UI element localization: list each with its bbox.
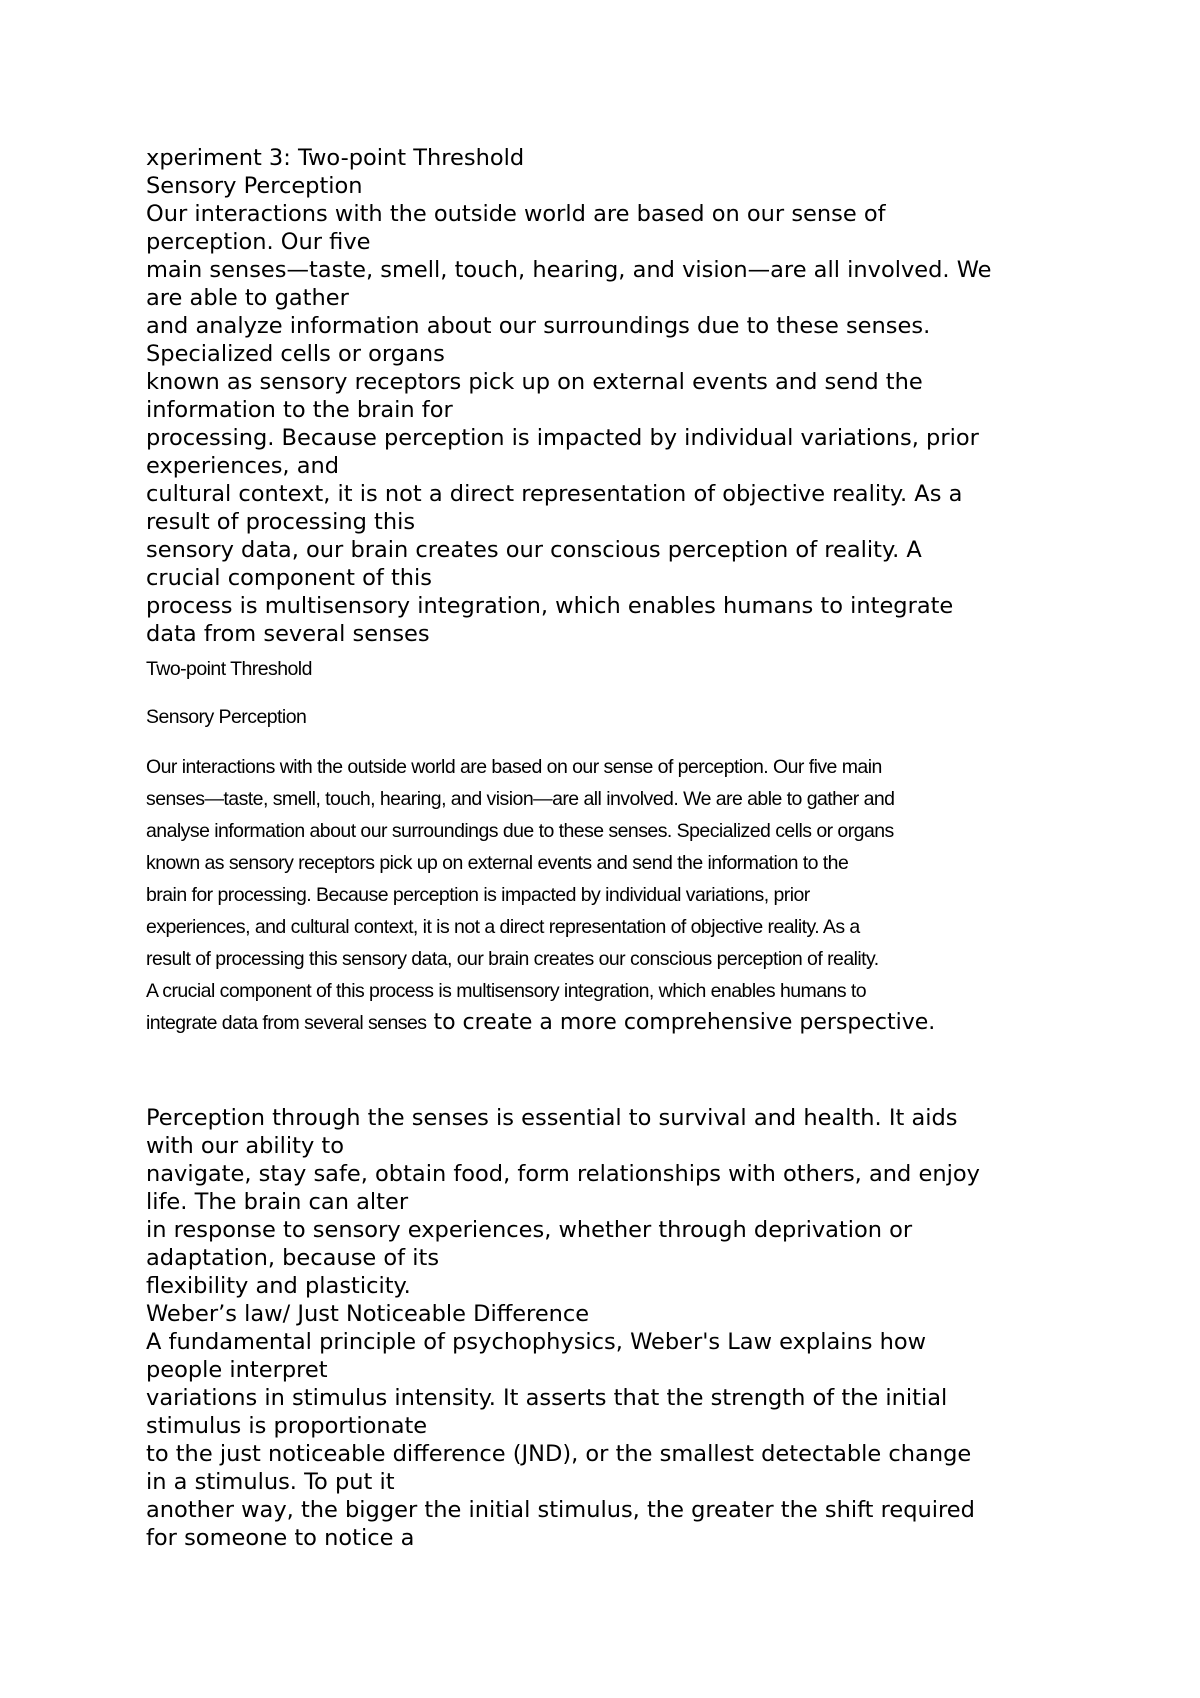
text-line: A crucial component of this process is multisensory integration, which enables humans to <box>146 980 867 1002</box>
text-line: flexibility and plasticity. <box>146 1273 411 1299</box>
text-line-tail: to create a more comprehensive perspective. <box>426 1010 936 1035</box>
text-line: people interpret <box>146 1357 328 1383</box>
text-line: experiences, and cultural context, it is not a direct representation of objective reality. As a <box>146 916 860 938</box>
text-line: Our interactions with the outside world are based on our sense of perception. Our five main <box>146 756 882 778</box>
section-heading: Sensory Perception <box>146 706 307 728</box>
text-line: analyse information about our surroundings due to these senses. Specialized cells or organs <box>146 820 894 842</box>
text-line: with our ability to <box>146 1133 345 1159</box>
text-line: data from several senses <box>146 621 430 647</box>
text-line: result of processing this <box>146 509 416 535</box>
text-line: cultural context, it is not a direct representation of objective reality. As a <box>146 481 963 507</box>
text-line: in response to sensory experiences, whether through deprivation or <box>146 1217 913 1243</box>
text-line: A fundamental principle of psychophysics, Weber's Law explains how <box>146 1329 927 1355</box>
text-line: main senses—taste, smell, touch, hearing, and vision—are all involved. We <box>146 257 992 283</box>
text-line: variations in stimulus intensity. It asserts that the strength of the initial <box>146 1385 948 1411</box>
text-line: another way, the bigger the initial stimulus, the greater the shift required <box>146 1497 975 1523</box>
text-line: information to the brain for <box>146 397 453 423</box>
text-line <box>146 1010 935 1036</box>
text-line: in a stimulus. To put it <box>146 1469 395 1495</box>
section-heading: Weber’s law/ Just Noticeable Difference <box>146 1301 590 1327</box>
text-line-head: integrate data from several senses <box>146 1012 427 1034</box>
text-line: processing. Because perception is impacted by individual variations, prior <box>146 425 979 451</box>
section-heading: Sensory Perception <box>146 173 363 199</box>
text-line: brain for processing. Because perception is impacted by individual variations, prior <box>146 884 810 906</box>
section-heading: Two-point Threshold <box>146 658 312 680</box>
text-line: Specialized cells or organs <box>146 341 445 367</box>
text-line: known as sensory receptors pick up on external events and send the information to the <box>146 852 849 874</box>
text-line: navigate, stay safe, obtain food, form relationships with others, and enjoy <box>146 1161 980 1187</box>
text-line: stimulus is proportionate <box>146 1413 428 1439</box>
text-line: result of processing this sensory data, our brain creates our conscious perception of reality. <box>146 948 879 970</box>
text-line: perception. Our five <box>146 229 371 255</box>
text-line: adaptation, because of its <box>146 1245 440 1271</box>
text-line: for someone to notice a <box>146 1525 415 1551</box>
text-line: crucial component of this <box>146 565 433 591</box>
text-line: Perception through the senses is essential to survival and health. It aids <box>146 1105 958 1131</box>
text-line: are able to gather <box>146 285 349 311</box>
text-line: experiences, and <box>146 453 340 479</box>
text-line: process is multisensory integration, which enables humans to integrate <box>146 593 954 619</box>
text-line: and analyze information about our surroundings due to these senses. <box>146 313 931 339</box>
text-line: sensory data, our brain creates our conscious perception of reality. A <box>146 537 922 563</box>
text-line: life. The brain can alter <box>146 1189 409 1215</box>
text-line: Our interactions with the outside world are based on our sense of <box>146 201 886 227</box>
text-line: senses—taste, smell, touch, hearing, and vision—are all involved. We are able to gather and <box>146 788 895 810</box>
text-line: known as sensory receptors pick up on external events and send the <box>146 369 923 395</box>
text-line: to the just noticeable difference (JND), or the smallest detectable change <box>146 1441 972 1467</box>
doc-title-line: xperiment 3: Two-point Threshold <box>146 145 525 171</box>
